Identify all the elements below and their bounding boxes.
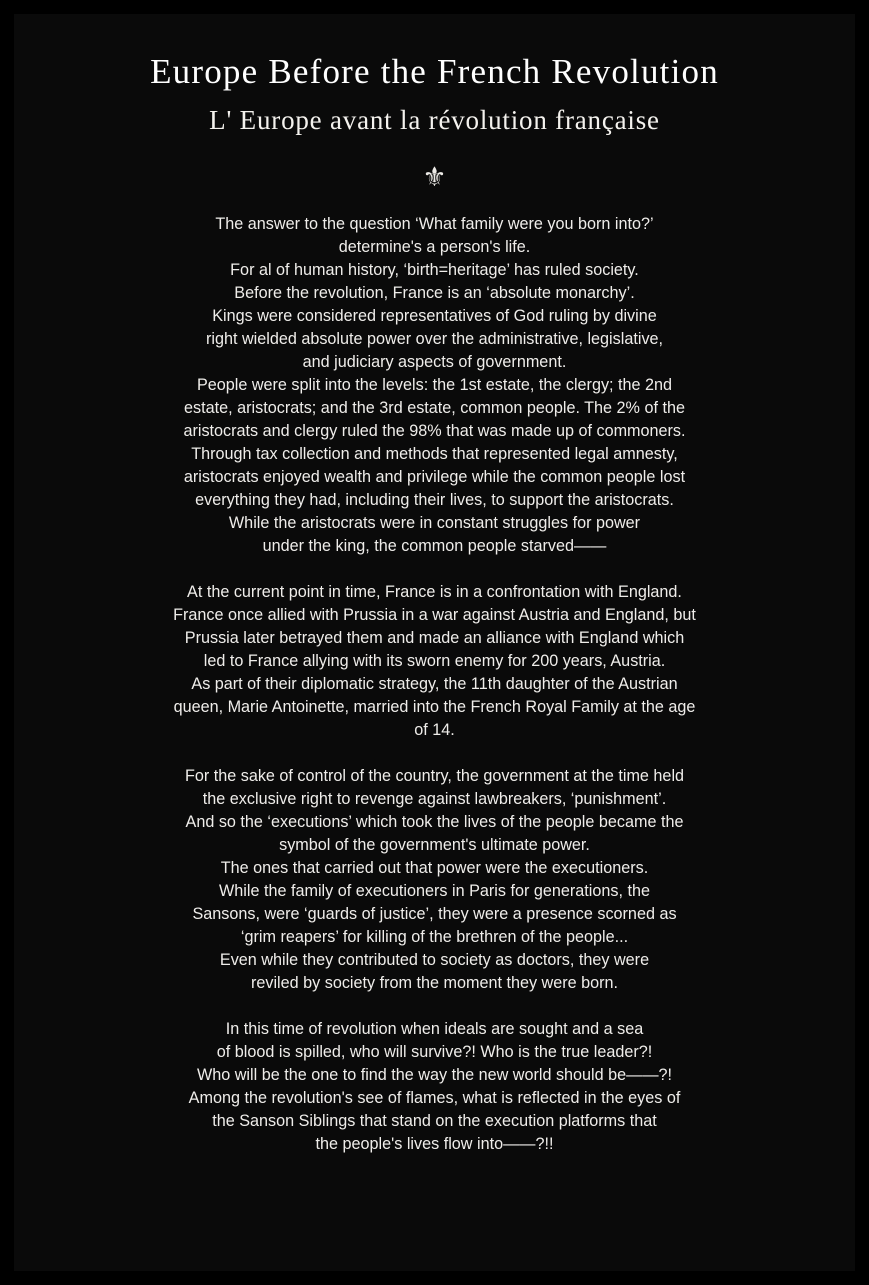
text-line: While the aristocrats were in constant struggles for power — [228, 513, 641, 532]
text-line: As part of their diplomatic strategy, the 11th daughter of the Austrian — [191, 674, 678, 693]
text-line: Even while they contributed to society as doctors, they were — [219, 950, 650, 969]
body-text — [0, 213, 869, 1156]
text-line: reviled by society from the moment they were born. — [250, 973, 619, 992]
paragraph — [105, 213, 765, 558]
text-block — [105, 213, 765, 558]
text-line: the exclusive right to revenge against lawbreakers, ‘punishment’. — [202, 789, 667, 808]
block-spacer — [0, 995, 869, 1018]
text-line: In this time of revolution when ideals are sought and a sea — [225, 1019, 644, 1038]
text-line: For al of human history, ‘birth=heritage’ has ruled society. — [230, 260, 639, 279]
text-line: queen, Marie Antoinette, married into the French Royal Family at the age — [173, 697, 696, 716]
text-line: Who will be the one to find the way the new world should be——?! — [196, 1065, 673, 1084]
paragraph — [105, 765, 765, 995]
text-line: everything they had, including their lives, to support the aristocrats. — [195, 490, 674, 509]
text-line: of blood is spilled, who will survive?! Who is the true leader?! — [216, 1042, 653, 1061]
block-spacer — [0, 558, 869, 581]
text-line: right wielded absolute power over the administrative, legislative, — [205, 329, 664, 348]
text-block — [105, 581, 765, 742]
text-block — [105, 1018, 765, 1156]
text-block — [105, 765, 765, 995]
text-line: under the king, the common people starved—— — [262, 536, 607, 555]
paragraph — [105, 1018, 765, 1156]
text-line: The ones that carried out that power were the executioners. — [220, 858, 649, 877]
text-line: ‘grim reapers’ for killing of the brethren of the people... — [240, 927, 629, 946]
text-line: estate, aristocrats; and the 3rd estate, common people. The 2% of the — [184, 398, 685, 417]
page-title: Europe Before the French Revolution — [150, 52, 719, 91]
text-line: At the current point in time, France is in a confrontation with England. — [187, 582, 682, 601]
text-line: led to France allying with its sworn enemy for 200 years, Austria. — [203, 651, 666, 670]
paragraph — [105, 581, 765, 742]
text-line: Sansons, were ‘guards of justice’, they were a presence scorned as — [192, 904, 677, 923]
text-line: and judiciary aspects of government. — [302, 352, 567, 371]
text-line: While the family of executioners in Paris for generations, the — [219, 881, 650, 900]
page-subtitle: L' Europe avant la révolution française — [209, 104, 660, 135]
text-line: symbol of the government's ultimate power. — [279, 835, 590, 854]
text-line: Through tax collection and methods that represented legal amnesty, — [191, 444, 678, 463]
text-line: People were split into the levels: the 1st estate, the clergy; the 2nd — [196, 375, 673, 394]
text-line: For the sake of control of the country, the government at the time held — [184, 766, 685, 785]
text-line: of 14. — [414, 720, 455, 739]
text-line: aristocrats enjoyed wealth and privilege while the common people lost — [183, 467, 686, 486]
fleur-de-lis-icon: ⚜ — [422, 161, 447, 192]
text-line: Prussia later betrayed them and made an alliance with England which — [184, 628, 685, 647]
block-spacer — [0, 742, 869, 765]
text-line: Before the revolution, France is an ‘absolute monarchy’. — [234, 283, 635, 302]
text-line: The answer to the question ‘What family were you born into?’ — [215, 214, 654, 233]
text-line: And so the ‘executions’ which took the lives of the people became the — [185, 812, 684, 831]
text-line: the Sanson Siblings that stand on the execution platforms that — [212, 1111, 657, 1130]
text-line: France once allied with Prussia in a war against Austria and England, but — [173, 605, 696, 624]
text-line: aristocrats and clergy ruled the 98% that was made up of commoners. — [183, 421, 686, 440]
text-line: determine's a person's life. — [338, 237, 531, 256]
text-line: Among the revolution's see of flames, what is reflected in the eyes of — [188, 1088, 681, 1107]
text-line: Kings were considered representatives of God ruling by divine — [212, 306, 657, 325]
text-line: the people's lives flow into——?!! — [315, 1134, 554, 1153]
